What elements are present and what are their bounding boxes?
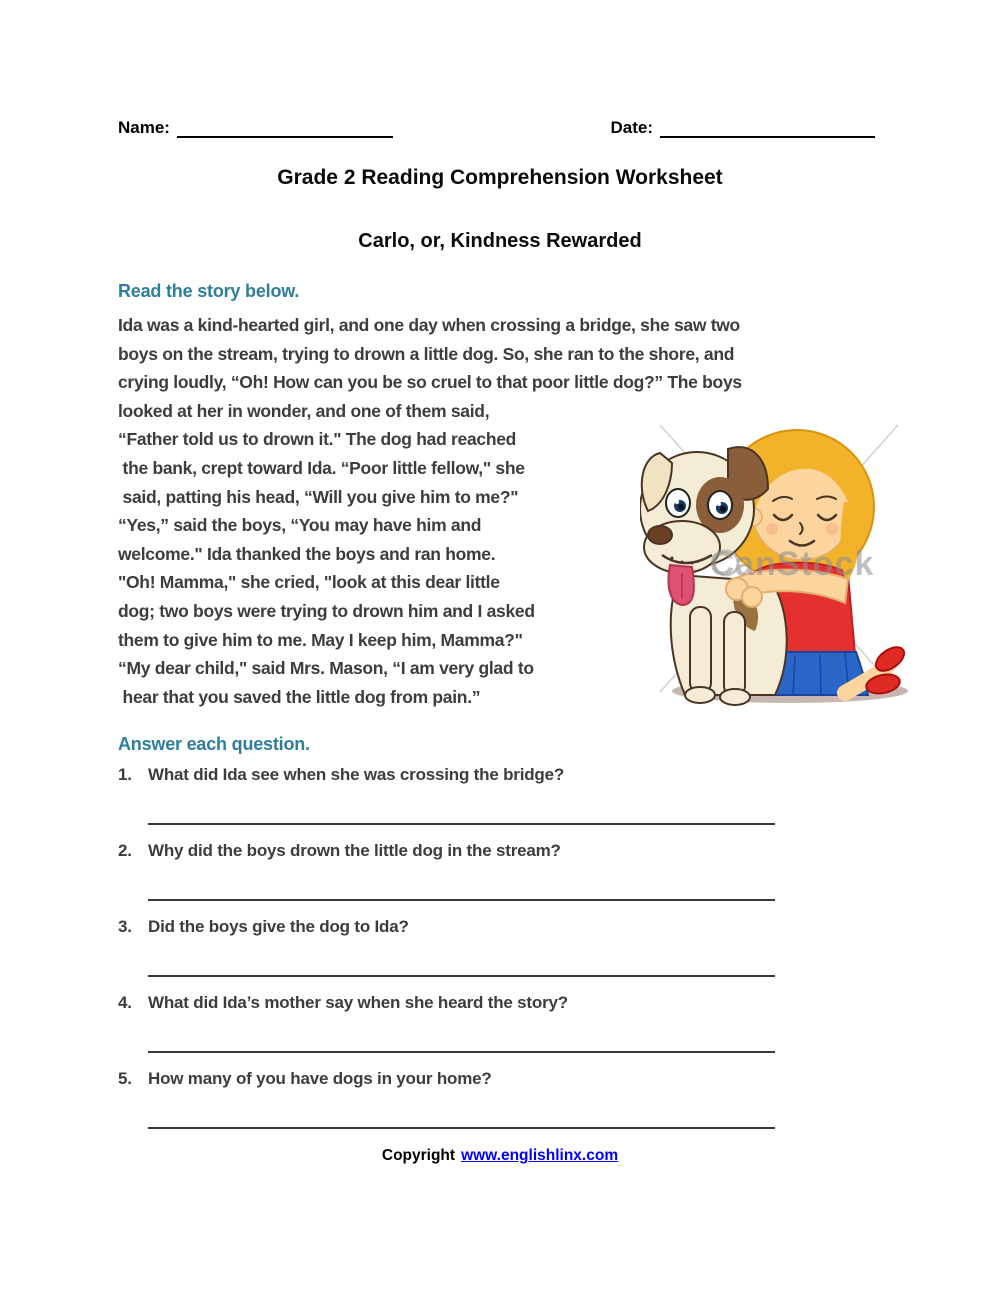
answer-instruction: Answer each question. xyxy=(118,734,310,755)
answer-blank-line-5 xyxy=(148,1127,775,1129)
date-field xyxy=(610,118,875,138)
story-line: dog; two boys were trying to drown him and I asked xyxy=(118,600,535,621)
story-line: said, patting his head, “Will you give him to me?" xyxy=(118,486,519,507)
date-label: Date: xyxy=(610,118,653,137)
name-blank-line xyxy=(177,121,393,138)
question-number: 5. xyxy=(118,1069,132,1089)
story-line: “Father told us to drown it." The dog had reached xyxy=(118,429,517,450)
story-title: Carlo, or, Kindness Rewarded xyxy=(358,230,642,252)
question-number: 2. xyxy=(118,841,132,861)
story-line: “My dear child," said Mrs. Mason, “I am very glad to xyxy=(118,658,534,679)
story-line: welcome." Ida thanked the boys and ran home. xyxy=(118,543,496,564)
story-line: Ida was a kind-hearted girl, and one day when crossing a bridge, she saw two xyxy=(118,315,740,335)
story-text xyxy=(118,311,908,711)
name-field xyxy=(118,118,393,138)
name-label: Name: xyxy=(118,118,170,137)
read-story-instruction: Read the story below. xyxy=(118,281,300,301)
question-5 xyxy=(118,1069,1000,1089)
question-2 xyxy=(118,841,1000,861)
story-line: “Yes,” said the boys, “You may have him and xyxy=(118,515,482,536)
answer-blank-line-2 xyxy=(148,899,775,901)
question-text: What did Ida’s mother say when she heard the story? xyxy=(148,993,568,1013)
answer-blank-line-4 xyxy=(148,1051,775,1053)
story-line: looked at her in wonder, and one of them said, xyxy=(118,400,490,421)
answer-blank-line-3 xyxy=(148,975,775,977)
question-3 xyxy=(118,917,1000,937)
question-number: 3. xyxy=(118,917,132,937)
story-line: "Oh! Mamma," she cried, "look at this dear little xyxy=(118,572,500,593)
question-1 xyxy=(118,765,1000,785)
footer xyxy=(0,1147,1000,1165)
question-number: 1. xyxy=(118,765,132,785)
question-text: How many of you have dogs in your home? xyxy=(148,1069,492,1089)
story-line: the bank, crept toward Ida. “Poor little fellow," she xyxy=(118,457,525,478)
question-number: 4. xyxy=(118,993,132,1013)
question-text: What did Ida see when she was crossing the bridge? xyxy=(148,765,565,785)
worksheet-title: Grade 2 Reading Comprehension Worksheet xyxy=(277,166,723,189)
question-text: Why did the boys drown the little dog in the stream? xyxy=(148,841,561,861)
story-line: them to give him to me. May I keep him, Mamma?" xyxy=(118,629,523,650)
watermark-text: CanStock xyxy=(709,545,875,583)
englishlinx-link[interactable]: www.englishlinx.com xyxy=(461,1147,619,1165)
copyright-label: Copyright xyxy=(381,1147,456,1165)
story-line: crying loudly, “Oh! How can you be so cruel to that poor little dog?” The boys xyxy=(118,372,742,393)
answer-blank-line-1 xyxy=(148,823,775,825)
story-line: boys on the stream, trying to drown a little dog. So, she ran to the shore, and xyxy=(118,343,735,364)
header xyxy=(0,0,1000,138)
question-text: Did the boys give the dog to Ida? xyxy=(148,917,409,937)
girl-hugging-dog-illustration xyxy=(640,407,918,707)
question-4 xyxy=(118,993,1000,1013)
date-blank-line xyxy=(660,121,875,138)
story-line: hear that you saved the little dog from pain.” xyxy=(118,686,481,707)
